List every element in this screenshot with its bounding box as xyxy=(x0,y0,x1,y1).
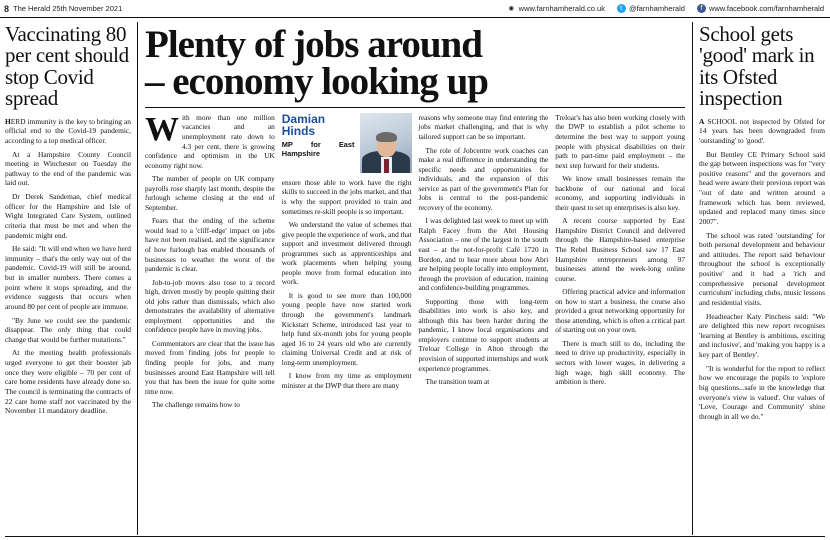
byline-name: Damian Hinds xyxy=(281,112,326,139)
paragraph: The transition team at xyxy=(425,377,490,387)
facebook-url: www.facebook.com/farnhamherald xyxy=(708,4,824,13)
byline-portrait-photo xyxy=(360,113,412,173)
paragraph: But Bentley CE Primary School said the gap between inspections was for "very positive reasons" and the governors and head were aware their previous report was "out of date and written around a framework which has been reviewed, updated and replaced many times since 2007". xyxy=(699,149,825,226)
twitter-link[interactable] xyxy=(617,4,685,13)
masthead-bar xyxy=(0,0,830,18)
paragraph: He said: "It will end when we have herd immunity – that's the only way out of the pandemic. Covid-19 will still be around, but in smaller numbers. There comes a point where it stops spreading, and the evidence suggests that occurs when around 80 per cent of people are immune. xyxy=(5,244,131,311)
headline-divider xyxy=(145,107,685,108)
paragraph: Dr Derek Sandeman, chief medical officer for the Hampshire and Isle of Wight Integrated Care System, outlined criteria that must be met and when the pandemic might end. xyxy=(5,192,131,240)
paragraph: I was delighted last week to meet up with Ralph Facey from the Abri Housing Association – one of the largest in the south east – at the not-for-profit Café 1720 in Bordon, and to hear more about how Abri are helping people locally into employment, through the provision of education, training and confidence-building programmes. xyxy=(418,216,549,293)
page-content xyxy=(0,18,830,538)
facebook-link[interactable] xyxy=(697,4,824,13)
facebook-icon: f xyxy=(697,4,706,13)
website-link[interactable] xyxy=(507,4,605,13)
paragraph: "By June we could see the pandemic disappear. The only thing that could change that would be further mutations." xyxy=(5,315,131,344)
paragraph: I know from my time as employment minister at the DWP that there are many xyxy=(281,371,412,390)
main-columns xyxy=(145,113,685,535)
paragraph: "It is wonderful for the report to reflect how we encourage the pupils to 'explore big questions...safe in the knowledge that everyone's view is valued'. Our values of 'Love, Courage and Community' shine through in all we do." xyxy=(699,363,825,421)
main-headline-line2: – economy looking up xyxy=(145,60,488,104)
paragraph: Job-to-job moves also rose to a record high, driven mostly by people quitting their old jobs rather than dismissals, which also demonstrates the availability of alternative employment opportunities and the confidence people have in moving jobs. xyxy=(145,277,275,335)
main-column-4 xyxy=(555,113,685,535)
paragraph: The school was rated 'outstanding' for both personal development and behaviour and attitudes. The report said behaviour throughout the school is exceptionally positive' and it had a 'rich and comprehensive personal development curriculum' including clubs, music lessons and residential visits. xyxy=(699,230,825,307)
drop-cap: W xyxy=(145,112,179,148)
paragraph: Offering practical advice and information on how to start a business, the course also provided a great networking opportunity for those attending, which is often a critical part of starting out on your own. xyxy=(555,287,685,335)
paragraph: At a Hampshire County Council meeting in Winchester on Tuesday the pathway to the end of the pandemic was laid out. xyxy=(5,149,131,188)
left-story xyxy=(5,22,138,535)
main-column-1 xyxy=(145,113,275,535)
paragraph: The number of people on UK company payrolls rose sharply last month, despite the furlough scheme closing at the end of September. xyxy=(145,174,275,212)
page-number: 8 xyxy=(4,3,10,14)
paragraph: We know small businesses remain the backbone of our national and local economy, and supporting individuals in their quest to set up enterprises is also key. xyxy=(555,174,685,212)
paragraph-text: ith more than one million vacancies and an unemployment rate down to 4.3 per cent, there is growing confidence and optimism in the UK economy right now. xyxy=(145,112,275,170)
paragraph: There is much still to do, including the need to drive up productivity, especially in sectors with lower wages, in delivering a high wage, high skill economy. The ambition is there. xyxy=(555,338,685,387)
portrait-hair xyxy=(376,132,397,142)
page-footer-divider xyxy=(5,536,825,537)
paragraph: A recent course supported by East Hampshire District Council and delivered through the Hampshire-based enterprise The Rebel Business School saw 17 East Hampshire entrepreneurs among 97 businesses attend the week-long online course. xyxy=(555,216,685,283)
left-story-headline: Vaccinating 80 per cent should stop Covid spread xyxy=(5,22,129,111)
website-url: www.farnhamherald.co.uk xyxy=(518,4,605,13)
paragraph: The role of Jobcentre work coaches can make a real difference in understanding the specific needs and opportunities for individuals, and the expansion of this service as part of the government's Plan for Jobs is central to the post-pandemic recovery of the economy. xyxy=(418,145,549,212)
paragraph: The challenge remains how to xyxy=(152,400,240,410)
paragraph: Headteacher Katy Pinchess said: "We are delighted this new report recognises 'learning at Bentley is ambitious, exciting and inclusive', and 'making you happy is a key part of Bentley'. xyxy=(699,311,825,359)
paragraph: Treloar's has also been working closely with the DWP to establish a pilot scheme to determine the best way to support young people with physical disabilities on their path to part-time paid employment – the next step forward for their students. xyxy=(555,112,685,170)
paragraph: HERD immunity is the key to bringing an official end to the Covid-19 pandemic, according to a top medical officer. xyxy=(5,116,131,145)
byline-text xyxy=(282,113,355,158)
twitter-icon: t xyxy=(617,4,626,13)
paragraph: It is good to see more than 100,000 young people have now started work through the government's landmark Kickstart Scheme, introduced last year to help fund six-month jobs for young people aged 16 to 24 years old who are currently claiming Universal Credit and at risk of long-term unemployment. xyxy=(281,290,412,367)
right-story xyxy=(692,22,825,535)
portrait-tie xyxy=(384,159,389,173)
main-column-2 xyxy=(282,113,412,535)
paragraph: reasons why someone may find entering the jobs market challenging, and that is why tailored support can be so important. xyxy=(418,112,549,141)
masthead-links xyxy=(507,4,824,13)
main-headline-line1: Plenty of jobs around xyxy=(145,23,482,66)
main-story xyxy=(138,22,692,535)
twitter-handle: @farnhamherald xyxy=(628,4,685,13)
main-column-3 xyxy=(419,113,549,535)
paragraph: We understand the value of schemes that give people the experience of work, and that support and investment delivered through programmes such as apprenticeships and work placements when helping young people move from formal education into work. xyxy=(281,220,412,287)
main-headline xyxy=(145,23,685,104)
issue-line: The Herald 25th November 2021 xyxy=(13,4,123,13)
paragraph: ensure those able to work have the right skills to succeed in the jobs market, and that is why the support provided to train and sometimes re-skill people is so important. xyxy=(281,177,412,216)
paragraph: At the meeting health professionals urged everyone to get their booster jab once they were eligible – 70 per cent of care home residents have already done so. The council is terminating the contracts of 22 care home staff not vaccinated by the November 11 mandatory deadline. xyxy=(5,348,131,416)
paragraph-with-dropcap xyxy=(145,113,275,170)
byline-role: MP for East Hampshire xyxy=(281,140,355,158)
right-story-headline: School gets 'good' mark in its Ofsted inspection xyxy=(699,22,815,111)
right-story-body xyxy=(699,117,825,426)
globe-icon: ◉ xyxy=(508,4,514,12)
left-story-body xyxy=(5,117,131,420)
paragraph: Commentators are clear that the issue has moved from finding jobs for people to finding people for jobs, and many businesses around East Hampshire will tell you that has been the issue for quite some time now. xyxy=(145,338,275,396)
paragraph: A SCHOOL not inspected by Ofsted for 14 years has been downgraded from 'outstanding' to 'good'. xyxy=(699,116,825,145)
paragraph: Fears that the ending of the scheme would lead to a 'cliff-edge' impact on jobs have not been realised, and the significance of how furlough has enabled thousands of businesses to weather the worst of the pandemic is clear. xyxy=(145,216,275,274)
byline-block xyxy=(282,113,412,173)
paragraph: Supporting those with long-term disabilities into work is also key, and although this has been harder during the pandemic, I know local organisations and employers continue to support students at Treloar College in Alton through the provision of supported internships and work experience programmes. xyxy=(418,296,549,373)
